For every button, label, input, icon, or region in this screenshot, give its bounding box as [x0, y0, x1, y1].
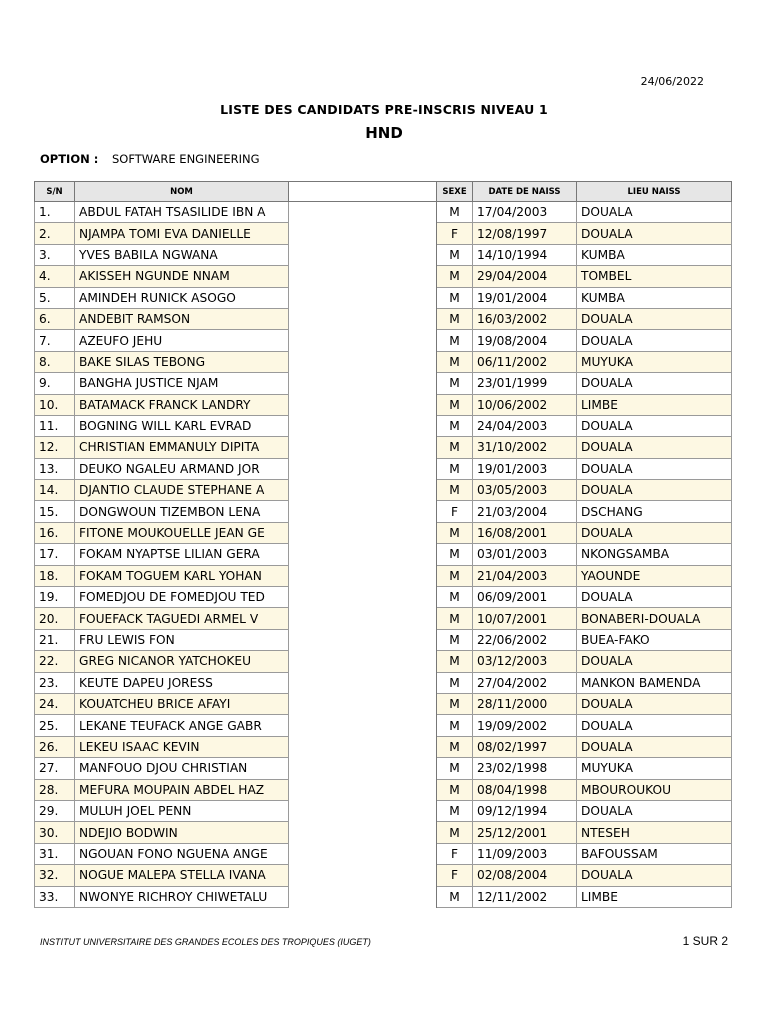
table-row — [35, 480, 732, 501]
col-header-sexe: SEXE — [437, 182, 473, 202]
cell-sn: 33. — [35, 886, 75, 907]
cell-sexe: M — [437, 373, 473, 394]
cell-sexe: M — [437, 736, 473, 757]
cell-lieu: LIMBE — [577, 394, 732, 415]
table-row — [35, 351, 732, 372]
cell-date: 19/09/2002 — [473, 715, 577, 736]
cell-sexe: F — [437, 223, 473, 244]
cell-lieu: DOUALA — [577, 693, 732, 714]
cell-date: 06/09/2001 — [473, 587, 577, 608]
table-row — [35, 522, 732, 543]
cell-sexe: M — [437, 522, 473, 543]
cell-date: 19/01/2003 — [473, 458, 577, 479]
cell-blank — [289, 437, 437, 458]
cell-sexe: M — [437, 608, 473, 629]
table-row — [35, 651, 732, 672]
cell-date: 08/02/1997 — [473, 736, 577, 757]
table-row — [35, 330, 732, 351]
cell-sn: 15. — [35, 501, 75, 522]
cell-lieu: DOUALA — [577, 202, 732, 223]
cell-sn: 32. — [35, 865, 75, 886]
table-row — [35, 565, 732, 586]
cell-sexe: F — [437, 501, 473, 522]
table-row — [35, 373, 732, 394]
cell-nom: LEKANE TEUFACK ANGE GABR — [75, 715, 289, 736]
cell-nom: FOKAM NYAPTSE LILIAN GERA — [75, 544, 289, 565]
cell-sn: 22. — [35, 651, 75, 672]
cell-sn: 3. — [35, 244, 75, 265]
cell-sn: 18. — [35, 565, 75, 586]
cell-blank — [289, 480, 437, 501]
cell-blank — [289, 736, 437, 757]
cell-lieu: YAOUNDE — [577, 565, 732, 586]
cell-date: 10/06/2002 — [473, 394, 577, 415]
cell-date: 25/12/2001 — [473, 822, 577, 843]
cell-blank — [289, 287, 437, 308]
cell-lieu: DOUALA — [577, 308, 732, 329]
cell-nom: BOGNING WILL KARL EVRAD — [75, 415, 289, 436]
table-row — [35, 266, 732, 287]
cell-date: 11/09/2003 — [473, 843, 577, 864]
cell-nom: KEUTE DAPEU JORESS — [75, 672, 289, 693]
cell-lieu: TOMBEL — [577, 266, 732, 287]
cell-date: 23/01/1999 — [473, 373, 577, 394]
cell-blank — [289, 693, 437, 714]
cell-nom: FOKAM TOGUEM KARL YOHAN — [75, 565, 289, 586]
table-row — [35, 886, 732, 907]
cell-date: 21/03/2004 — [473, 501, 577, 522]
cell-date: 09/12/1994 — [473, 800, 577, 821]
cell-nom: NJAMPA TOMI EVA DANIELLE — [75, 223, 289, 244]
table-row — [35, 672, 732, 693]
cell-blank — [289, 629, 437, 650]
cell-nom: DONGWOUN TIZEMBON LENA — [75, 501, 289, 522]
cell-blank — [289, 608, 437, 629]
cell-blank — [289, 672, 437, 693]
cell-date: 22/06/2002 — [473, 629, 577, 650]
cell-date: 12/11/2002 — [473, 886, 577, 907]
table-row — [35, 693, 732, 714]
cell-sexe: M — [437, 715, 473, 736]
table-row — [35, 308, 732, 329]
cell-lieu: NTESEH — [577, 822, 732, 843]
cell-sexe: M — [437, 672, 473, 693]
cell-blank — [289, 351, 437, 372]
cell-date: 02/08/2004 — [473, 865, 577, 886]
cell-date: 19/01/2004 — [473, 287, 577, 308]
cell-sn: 8. — [35, 351, 75, 372]
cell-sn: 4. — [35, 266, 75, 287]
cell-blank — [289, 651, 437, 672]
cell-lieu: DSCHANG — [577, 501, 732, 522]
cell-sexe: M — [437, 693, 473, 714]
cell-lieu: LIMBE — [577, 886, 732, 907]
cell-sn: 13. — [35, 458, 75, 479]
cell-date: 10/07/2001 — [473, 608, 577, 629]
cell-sexe: M — [437, 394, 473, 415]
table-row — [35, 501, 732, 522]
cell-date: 12/08/1997 — [473, 223, 577, 244]
cell-lieu: DOUALA — [577, 437, 732, 458]
cell-nom: MEFURA MOUPAIN ABDEL HAZ — [75, 779, 289, 800]
cell-sexe: M — [437, 437, 473, 458]
cell-blank — [289, 779, 437, 800]
table-row — [35, 223, 732, 244]
cell-blank — [289, 865, 437, 886]
table-row — [35, 779, 732, 800]
cell-nom: YVES BABILA NGWANA — [75, 244, 289, 265]
table-row — [35, 437, 732, 458]
cell-date: 14/10/1994 — [473, 244, 577, 265]
cell-sexe: M — [437, 458, 473, 479]
cell-sn: 23. — [35, 672, 75, 693]
cell-blank — [289, 587, 437, 608]
cell-sexe: F — [437, 843, 473, 864]
cell-blank — [289, 843, 437, 864]
cell-blank — [289, 223, 437, 244]
cell-sexe: M — [437, 779, 473, 800]
cell-blank — [289, 330, 437, 351]
cell-date: 21/04/2003 — [473, 565, 577, 586]
cell-lieu: KUMBA — [577, 244, 732, 265]
cell-date: 27/04/2002 — [473, 672, 577, 693]
cell-sexe: M — [437, 886, 473, 907]
cell-nom: AKISSEH NGUNDE NNAM — [75, 266, 289, 287]
footer-institution: INSTITUT UNIVERSITAIRE DES GRANDES ECOLES DES TROPIQUES (IUGET) — [40, 937, 371, 947]
cell-date: 03/05/2003 — [473, 480, 577, 501]
cell-nom: FOMEDJOU DE FOMEDJOU TED — [75, 587, 289, 608]
cell-blank — [289, 758, 437, 779]
cell-blank — [289, 458, 437, 479]
col-header-nom: NOM — [75, 182, 289, 202]
cell-date: 08/04/1998 — [473, 779, 577, 800]
cell-sn: 27. — [35, 758, 75, 779]
table-row — [35, 244, 732, 265]
cell-lieu: DOUALA — [577, 800, 732, 821]
cell-lieu: MUYUKA — [577, 758, 732, 779]
cell-blank — [289, 565, 437, 586]
cell-sexe: M — [437, 330, 473, 351]
cell-lieu: MANKON BAMENDA — [577, 672, 732, 693]
table-row — [35, 458, 732, 479]
table-body — [35, 202, 732, 908]
cell-blank — [289, 308, 437, 329]
cell-date: 23/02/1998 — [473, 758, 577, 779]
option-line — [40, 152, 260, 166]
cell-sexe: M — [437, 308, 473, 329]
cell-sn: 29. — [35, 800, 75, 821]
cell-blank — [289, 415, 437, 436]
col-header-blank — [289, 182, 437, 202]
cell-date: 28/11/2000 — [473, 693, 577, 714]
cell-date: 29/04/2004 — [473, 266, 577, 287]
document-title: LISTE DES CANDIDATS PRE-INSCRIS NIVEAU 1 — [220, 102, 548, 117]
cell-date: 03/12/2003 — [473, 651, 577, 672]
cell-blank — [289, 715, 437, 736]
cell-nom: FITONE MOUKOUELLE JEAN GE — [75, 522, 289, 543]
cell-lieu: DOUALA — [577, 330, 732, 351]
cell-lieu: DOUALA — [577, 415, 732, 436]
cell-nom: NGOUAN FONO NGUENA ANGE — [75, 843, 289, 864]
cell-lieu: DOUALA — [577, 223, 732, 244]
cell-nom: ANDEBIT RAMSON — [75, 308, 289, 329]
cell-sn: 17. — [35, 544, 75, 565]
table-row — [35, 758, 732, 779]
page-number: 1 SUR 2 — [682, 934, 728, 948]
cell-lieu: DOUALA — [577, 458, 732, 479]
cell-nom: DJANTIO CLAUDE STEPHANE A — [75, 480, 289, 501]
table-row — [35, 736, 732, 757]
table-row — [35, 865, 732, 886]
table-row — [35, 202, 732, 223]
cell-blank — [289, 800, 437, 821]
cell-date: 03/01/2003 — [473, 544, 577, 565]
cell-blank — [289, 544, 437, 565]
cell-sexe: M — [437, 415, 473, 436]
cell-nom: FRU LEWIS FON — [75, 629, 289, 650]
col-header-date: DATE DE NAISS — [473, 182, 577, 202]
cell-nom: NDEJIO BODWIN — [75, 822, 289, 843]
table-row — [35, 415, 732, 436]
cell-lieu: DOUALA — [577, 865, 732, 886]
cell-nom: NWONYE RICHROY CHIWETALU — [75, 886, 289, 907]
cell-date: 16/08/2001 — [473, 522, 577, 543]
cell-lieu: DOUALA — [577, 373, 732, 394]
cell-nom: ABDUL FATAH TSASILIDE IBN A — [75, 202, 289, 223]
cell-sn: 1. — [35, 202, 75, 223]
cell-lieu: DOUALA — [577, 736, 732, 757]
cell-sn: 9. — [35, 373, 75, 394]
cell-blank — [289, 522, 437, 543]
cell-lieu: DOUALA — [577, 715, 732, 736]
cell-lieu: BONABERI-DOUALA — [577, 608, 732, 629]
cell-date: 24/04/2003 — [473, 415, 577, 436]
cell-sexe: M — [437, 544, 473, 565]
cell-date: 06/11/2002 — [473, 351, 577, 372]
cell-sn: 19. — [35, 587, 75, 608]
table-row — [35, 822, 732, 843]
table-row — [35, 629, 732, 650]
table-row — [35, 800, 732, 821]
document-date: 24/06/2022 — [640, 75, 704, 88]
table-row — [35, 843, 732, 864]
cell-sexe: M — [437, 629, 473, 650]
cell-sn: 25. — [35, 715, 75, 736]
cell-nom: NOGUE MALEPA STELLA IVANA — [75, 865, 289, 886]
cell-blank — [289, 244, 437, 265]
cell-sexe: M — [437, 266, 473, 287]
cell-lieu: DOUALA — [577, 480, 732, 501]
cell-sexe: M — [437, 244, 473, 265]
level-label: HND — [365, 124, 403, 142]
cell-sn: 20. — [35, 608, 75, 629]
cell-nom: DEUKO NGALEU ARMAND JOR — [75, 458, 289, 479]
cell-sexe: F — [437, 865, 473, 886]
cell-blank — [289, 822, 437, 843]
candidates-table — [34, 181, 732, 908]
cell-nom: AMINDEH RUNICK ASOGO — [75, 287, 289, 308]
cell-sn: 30. — [35, 822, 75, 843]
cell-blank — [289, 886, 437, 907]
cell-lieu: MUYUKA — [577, 351, 732, 372]
cell-sn: 31. — [35, 843, 75, 864]
cell-date: 16/03/2002 — [473, 308, 577, 329]
table-row — [35, 715, 732, 736]
cell-sn: 6. — [35, 308, 75, 329]
cell-sn: 26. — [35, 736, 75, 757]
cell-lieu: DOUALA — [577, 587, 732, 608]
col-header-lieu: LIEU NAISS — [577, 182, 732, 202]
cell-sexe: M — [437, 758, 473, 779]
cell-nom: AZEUFO JEHU — [75, 330, 289, 351]
cell-sn: 14. — [35, 480, 75, 501]
cell-nom: CHRISTIAN EMMANULY DIPITA — [75, 437, 289, 458]
table-row — [35, 544, 732, 565]
cell-sexe: M — [437, 587, 473, 608]
cell-sn: 11. — [35, 415, 75, 436]
cell-sn: 2. — [35, 223, 75, 244]
cell-date: 17/04/2003 — [473, 202, 577, 223]
cell-sn: 28. — [35, 779, 75, 800]
cell-blank — [289, 202, 437, 223]
cell-lieu: MBOUROUKOU — [577, 779, 732, 800]
cell-sn: 7. — [35, 330, 75, 351]
cell-blank — [289, 394, 437, 415]
cell-sexe: M — [437, 351, 473, 372]
cell-lieu: KUMBA — [577, 287, 732, 308]
table-header-row — [35, 182, 732, 202]
cell-blank — [289, 501, 437, 522]
cell-sn: 5. — [35, 287, 75, 308]
cell-lieu: DOUALA — [577, 651, 732, 672]
cell-sn: 24. — [35, 693, 75, 714]
cell-sn: 16. — [35, 522, 75, 543]
option-label: OPTION : — [40, 152, 99, 166]
cell-nom: GREG NICANOR YATCHOKEU — [75, 651, 289, 672]
cell-lieu: NKONGSAMBA — [577, 544, 732, 565]
cell-nom: BANGHA JUSTICE NJAM — [75, 373, 289, 394]
cell-nom: MANFOUO DJOU CHRISTIAN — [75, 758, 289, 779]
cell-sexe: M — [437, 480, 473, 501]
cell-lieu: BAFOUSSAM — [577, 843, 732, 864]
option-value: SOFTWARE ENGINEERING — [112, 152, 260, 166]
table-row — [35, 394, 732, 415]
cell-sn: 21. — [35, 629, 75, 650]
cell-date: 31/10/2002 — [473, 437, 577, 458]
cell-blank — [289, 373, 437, 394]
cell-lieu: BUEA-FAKO — [577, 629, 732, 650]
cell-sexe: M — [437, 651, 473, 672]
cell-nom: FOUEFACK TAGUEDI ARMEL V — [75, 608, 289, 629]
cell-nom: LEKEU ISAAC KEVIN — [75, 736, 289, 757]
table-row — [35, 608, 732, 629]
cell-sn: 12. — [35, 437, 75, 458]
table-row — [35, 287, 732, 308]
cell-sexe: M — [437, 565, 473, 586]
cell-blank — [289, 266, 437, 287]
cell-lieu: DOUALA — [577, 522, 732, 543]
cell-date: 19/08/2004 — [473, 330, 577, 351]
table-row — [35, 587, 732, 608]
cell-nom: BAKE SILAS TEBONG — [75, 351, 289, 372]
cell-nom: BATAMACK FRANCK LANDRY — [75, 394, 289, 415]
cell-sexe: M — [437, 822, 473, 843]
cell-sexe: M — [437, 202, 473, 223]
cell-sn: 10. — [35, 394, 75, 415]
cell-sexe: M — [437, 287, 473, 308]
cell-nom: KOUATCHEU BRICE AFAYI — [75, 693, 289, 714]
col-header-sn: S/N — [35, 182, 75, 202]
cell-sexe: M — [437, 800, 473, 821]
cell-nom: MULUH JOEL PENN — [75, 800, 289, 821]
